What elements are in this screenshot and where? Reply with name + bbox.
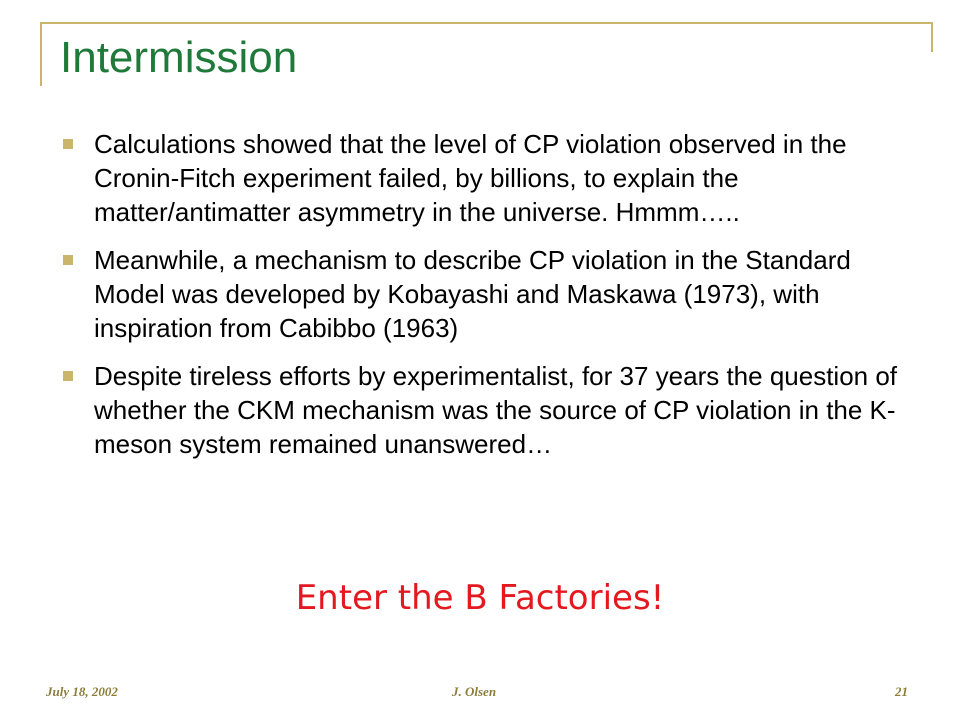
bullet-item-3	[60, 359, 900, 461]
square-bullet-icon	[63, 139, 73, 149]
bullet-list	[60, 127, 900, 475]
slide-frame-right-rule	[931, 22, 933, 52]
callout-text: Enter the B Factories!	[295, 578, 665, 618]
bullet-text-1: Calculations showed that the level of CP violation observed in the Cronin-Fitch experiment failed, by billions, to explain the matter/antimatter asymmetry in the universe. Hmmm…..	[94, 129, 847, 227]
footer-author: J. Olsen	[452, 684, 497, 699]
bullet-item-2	[60, 243, 900, 345]
slide-frame-left-rule	[40, 22, 42, 86]
footer-page-number: 21	[895, 684, 908, 699]
slide-title: Intermission	[60, 33, 298, 82]
square-bullet-icon	[63, 255, 73, 265]
slide-frame-top-rule	[40, 22, 933, 24]
bullet-item-1	[60, 127, 900, 229]
footer-date: July 18, 2002	[46, 684, 118, 699]
bullet-text-3: Despite tireless efforts by experimentalist, for 37 years the question of whether the CKM mechanism was the source of CP violation in the K-meson system remained unanswered…	[94, 361, 898, 459]
bullet-text-2: Meanwhile, a mechanism to describe CP violation in the Standard Model was developed by Kobayashi and Maskawa (1973), with inspiration from Cabibbo (1963)	[94, 245, 851, 343]
square-bullet-icon	[63, 371, 73, 381]
